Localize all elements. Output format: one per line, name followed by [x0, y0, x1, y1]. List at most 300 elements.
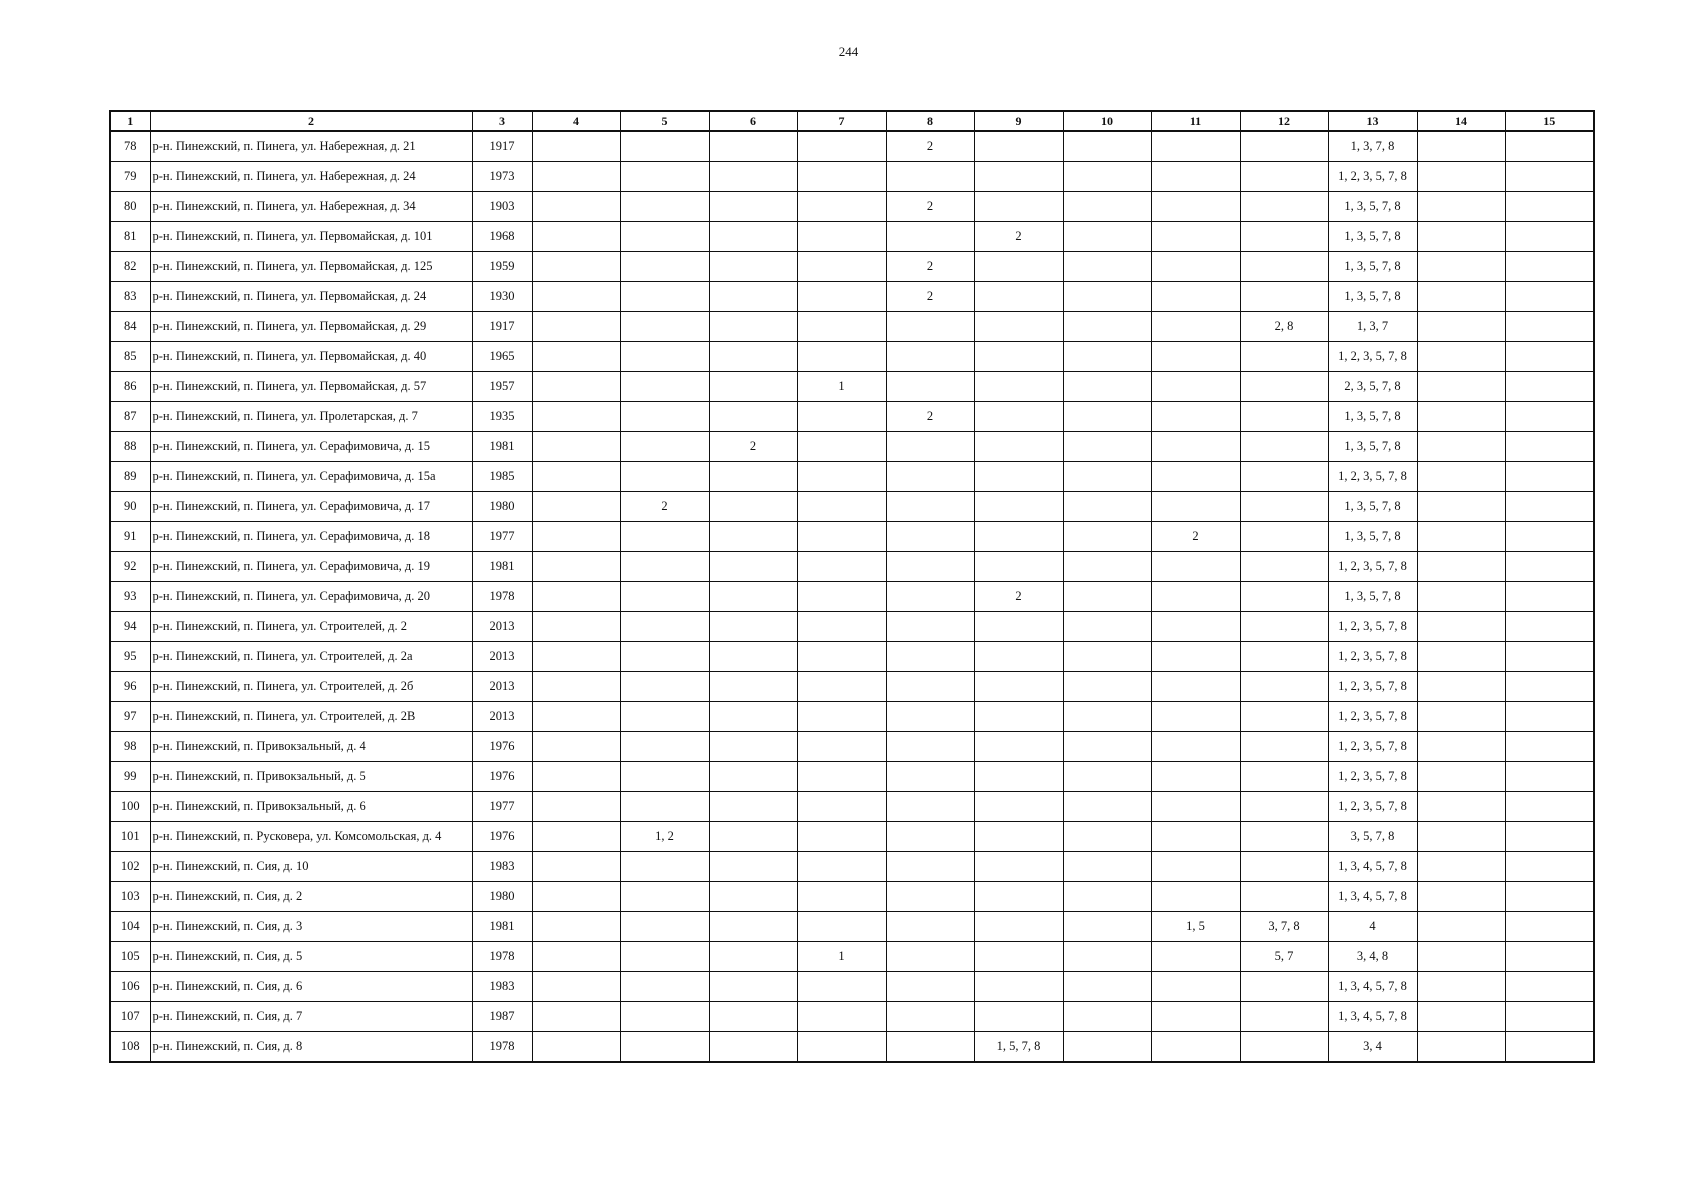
row-number-cell: 87: [110, 402, 150, 432]
table-row: [110, 222, 1594, 252]
table-cell: [1151, 582, 1240, 612]
table-cell: [532, 282, 620, 312]
address-cell: р-н. Пинежский, п. Пинега, ул. Строителей, д. 2б: [150, 672, 472, 702]
year-cell: 1965: [472, 342, 532, 372]
table-cell: 1, 2, 3, 5, 7, 8: [1328, 462, 1417, 492]
table-cell: [709, 582, 797, 612]
table-cell: [1417, 1002, 1505, 1032]
table-cell: [709, 882, 797, 912]
address-cell: р-н. Пинежский, п. Привокзальный, д. 5: [150, 762, 472, 792]
row-number-cell: 82: [110, 252, 150, 282]
address-cell: р-н. Пинежский, п. Сия, д. 2: [150, 882, 472, 912]
table-cell: [1151, 162, 1240, 192]
table-cell: [532, 131, 620, 162]
table-cell: [1240, 732, 1328, 762]
table-cell: 1, 2, 3, 5, 7, 8: [1328, 792, 1417, 822]
table-cell: [620, 192, 709, 222]
table-cell: [1151, 762, 1240, 792]
table-cell: [620, 162, 709, 192]
year-cell: 1968: [472, 222, 532, 252]
table-cell: [1505, 432, 1594, 462]
table-cell: [1151, 192, 1240, 222]
table-cell: [974, 702, 1063, 732]
table-cell: [620, 582, 709, 612]
table-cell: [1151, 462, 1240, 492]
table-cell: [974, 131, 1063, 162]
address-cell: р-н. Пинежский, п. Пинега, ул. Первомайская, д. 29: [150, 312, 472, 342]
table-cell: [797, 822, 886, 852]
year-cell: 1977: [472, 792, 532, 822]
table-cell: [1417, 942, 1505, 972]
table-cell: [1063, 492, 1151, 522]
row-number-cell: 86: [110, 372, 150, 402]
table-cell: [1417, 762, 1505, 792]
year-cell: 1978: [472, 582, 532, 612]
table-cell: [974, 732, 1063, 762]
table-cell: 1, 3, 5, 7, 8: [1328, 252, 1417, 282]
table-cell: [1063, 1032, 1151, 1063]
table-cell: [1240, 672, 1328, 702]
table-row: [110, 492, 1594, 522]
table-cell: [1063, 972, 1151, 1002]
table-cell: [1151, 942, 1240, 972]
table-cell: 1, 2, 3, 5, 7, 8: [1328, 762, 1417, 792]
table-cell: [886, 222, 974, 252]
table-cell: [1417, 582, 1505, 612]
table-cell: [797, 762, 886, 792]
table-cell: [532, 792, 620, 822]
row-number-cell: 78: [110, 131, 150, 162]
table-row: [110, 252, 1594, 282]
table-cell: [1417, 702, 1505, 732]
column-header-2: 2: [150, 111, 472, 131]
table-cell: [532, 252, 620, 282]
column-header-6: 6: [709, 111, 797, 131]
table-cell: [709, 462, 797, 492]
table-cell: [1505, 131, 1594, 162]
table-cell: [1151, 642, 1240, 672]
row-number-cell: 95: [110, 642, 150, 672]
table-cell: [886, 672, 974, 702]
table-cell: [1417, 852, 1505, 882]
table-cell: [1240, 342, 1328, 372]
table-cell: [1505, 792, 1594, 822]
table-cell: [1063, 822, 1151, 852]
table-cell: [1151, 432, 1240, 462]
table-cell: [1240, 222, 1328, 252]
table-cell: [1240, 612, 1328, 642]
building-registry-table: [109, 110, 1595, 1063]
table-cell: [1417, 552, 1505, 582]
year-cell: 1981: [472, 912, 532, 942]
address-cell: р-н. Пинежский, п. Пинега, ул. Строителей, д. 2а: [150, 642, 472, 672]
table-cell: [1151, 312, 1240, 342]
table-cell: [1417, 312, 1505, 342]
table-cell: [1417, 372, 1505, 402]
year-cell: 1977: [472, 522, 532, 552]
table-cell: [1240, 822, 1328, 852]
table-cell: [886, 612, 974, 642]
address-cell: р-н. Пинежский, п. Привокзальный, д. 4: [150, 732, 472, 762]
table-cell: [1417, 282, 1505, 312]
table-cell: [532, 342, 620, 372]
table-cell: [532, 522, 620, 552]
table-cell: [974, 282, 1063, 312]
table-cell: [620, 1002, 709, 1032]
table-cell: [886, 942, 974, 972]
table-cell: [1505, 1002, 1594, 1032]
table-cell: [886, 312, 974, 342]
table-cell: [709, 282, 797, 312]
table-cell: [974, 882, 1063, 912]
row-number-cell: 103: [110, 882, 150, 912]
table-cell: [532, 1032, 620, 1063]
table-cell: [709, 131, 797, 162]
row-number-cell: 91: [110, 522, 150, 552]
table-cell: [886, 732, 974, 762]
table-cell: [974, 312, 1063, 342]
table-cell: [1240, 852, 1328, 882]
table-cell: [1063, 582, 1151, 612]
row-number-cell: 88: [110, 432, 150, 462]
address-cell: р-н. Пинежский, п. Сия, д. 6: [150, 972, 472, 1002]
table-cell: [886, 702, 974, 732]
table-cell: [532, 222, 620, 252]
table-cell: [532, 612, 620, 642]
table-cell: [709, 312, 797, 342]
table-cell: [532, 192, 620, 222]
table-cell: [1151, 732, 1240, 762]
address-cell: р-н. Пинежский, п. Сия, д. 10: [150, 852, 472, 882]
row-number-cell: 97: [110, 702, 150, 732]
table-cell: [797, 552, 886, 582]
table-cell: [532, 492, 620, 522]
table-cell: 1, 3, 5, 7, 8: [1328, 522, 1417, 552]
table-cell: 1, 2, 3, 5, 7, 8: [1328, 732, 1417, 762]
table-cell: [1151, 672, 1240, 702]
table-cell: 2: [974, 582, 1063, 612]
table-row: [110, 522, 1594, 552]
year-cell: 2013: [472, 612, 532, 642]
table-cell: [1063, 942, 1151, 972]
table-cell: 2: [974, 222, 1063, 252]
year-cell: 1973: [472, 162, 532, 192]
table-cell: [797, 282, 886, 312]
table-cell: [1505, 702, 1594, 732]
table-row: [110, 1032, 1594, 1063]
column-header-15: 15: [1505, 111, 1594, 131]
table-cell: [974, 462, 1063, 492]
table-cell: 1, 2, 3, 5, 7, 8: [1328, 342, 1417, 372]
table-header: [110, 111, 1594, 131]
table-cell: [974, 942, 1063, 972]
row-number-cell: 106: [110, 972, 150, 1002]
row-number-cell: 84: [110, 312, 150, 342]
column-header-11: 11: [1151, 111, 1240, 131]
table-row: [110, 642, 1594, 672]
table-cell: [709, 732, 797, 762]
address-cell: р-н. Пинежский, п. Пинега, ул. Первомайская, д. 125: [150, 252, 472, 282]
table-cell: [1151, 372, 1240, 402]
address-cell: р-н. Пинежский, п. Сия, д. 3: [150, 912, 472, 942]
table-cell: [1240, 492, 1328, 522]
table-cell: [620, 432, 709, 462]
table-cell: [1417, 162, 1505, 192]
table-cell: [1240, 1002, 1328, 1032]
table-cell: [1151, 1032, 1240, 1063]
table-row: [110, 672, 1594, 702]
table-cell: [886, 1002, 974, 1032]
table-cell: [1063, 312, 1151, 342]
table-cell: [1240, 432, 1328, 462]
table-cell: [620, 342, 709, 372]
table-cell: [620, 732, 709, 762]
table-cell: [797, 792, 886, 822]
table-cell: [1240, 552, 1328, 582]
table-cell: [1063, 642, 1151, 672]
table-cell: [974, 162, 1063, 192]
table-cell: [620, 1032, 709, 1063]
table-row: [110, 882, 1594, 912]
year-cell: 1917: [472, 131, 532, 162]
table-cell: 2: [620, 492, 709, 522]
table-cell: [974, 252, 1063, 282]
table-cell: [620, 402, 709, 432]
header-row: [110, 111, 1594, 131]
table-cell: [1505, 252, 1594, 282]
table-row: [110, 131, 1594, 162]
table-cell: [1240, 252, 1328, 282]
table-cell: [1505, 282, 1594, 312]
table-cell: 2: [886, 131, 974, 162]
table-cell: [620, 131, 709, 162]
table-cell: [620, 792, 709, 822]
table-cell: [974, 972, 1063, 1002]
table-cell: [1417, 912, 1505, 942]
table-cell: [1240, 462, 1328, 492]
table-cell: [974, 822, 1063, 852]
table-cell: [1151, 131, 1240, 162]
table-cell: [532, 162, 620, 192]
table-cell: [1505, 882, 1594, 912]
table-cell: [797, 1002, 886, 1032]
row-number-cell: 98: [110, 732, 150, 762]
table-cell: [974, 192, 1063, 222]
table-row: [110, 372, 1594, 402]
table-cell: [1151, 882, 1240, 912]
table-cell: [1505, 342, 1594, 372]
table-cell: 2: [709, 432, 797, 462]
address-cell: р-н. Пинежский, п. Пинега, ул. Набережная, д. 34: [150, 192, 472, 222]
row-number-cell: 90: [110, 492, 150, 522]
table-cell: [797, 612, 886, 642]
row-number-cell: 99: [110, 762, 150, 792]
column-header-7: 7: [797, 111, 886, 131]
table-cell: [797, 342, 886, 372]
row-number-cell: 80: [110, 192, 150, 222]
row-number-cell: 92: [110, 552, 150, 582]
table-cell: [532, 1002, 620, 1032]
table-cell: [709, 162, 797, 192]
table-cell: [1063, 342, 1151, 372]
table-row: [110, 162, 1594, 192]
row-number-cell: 108: [110, 1032, 150, 1063]
table-cell: [1505, 312, 1594, 342]
table-cell: 2: [1151, 522, 1240, 552]
table-cell: [532, 732, 620, 762]
table-cell: [797, 702, 886, 732]
table-cell: [532, 312, 620, 342]
row-number-cell: 96: [110, 672, 150, 702]
table-cell: 1, 3, 4, 5, 7, 8: [1328, 852, 1417, 882]
row-number-cell: 100: [110, 792, 150, 822]
address-cell: р-н. Пинежский, п. Пинега, ул. Пролетарская, д. 7: [150, 402, 472, 432]
table-cell: [620, 222, 709, 252]
column-header-5: 5: [620, 111, 709, 131]
row-number-cell: 85: [110, 342, 150, 372]
year-cell: 1903: [472, 192, 532, 222]
table-cell: [709, 552, 797, 582]
table-cell: [1417, 492, 1505, 522]
table-cell: [974, 342, 1063, 372]
table-cell: 2: [886, 402, 974, 432]
table-cell: [1417, 222, 1505, 252]
table-cell: 1, 2, 3, 5, 7, 8: [1328, 162, 1417, 192]
table-cell: [974, 1002, 1063, 1032]
table-cell: [1505, 762, 1594, 792]
table-cell: [1417, 462, 1505, 492]
column-header-12: 12: [1240, 111, 1328, 131]
table-cell: [1417, 672, 1505, 702]
row-number-cell: 89: [110, 462, 150, 492]
table-cell: [797, 312, 886, 342]
table-cell: [974, 762, 1063, 792]
table-cell: [1063, 702, 1151, 732]
year-cell: 1983: [472, 972, 532, 1002]
table-cell: 3, 4, 8: [1328, 942, 1417, 972]
table-row: [110, 912, 1594, 942]
table-cell: 1, 3, 5, 7, 8: [1328, 582, 1417, 612]
table-row: [110, 462, 1594, 492]
table-cell: [886, 552, 974, 582]
table-cell: [1240, 792, 1328, 822]
table-cell: [620, 312, 709, 342]
address-cell: р-н. Пинежский, п. Пинега, ул. Набережная, д. 24: [150, 162, 472, 192]
table-cell: [797, 432, 886, 462]
column-header-10: 10: [1063, 111, 1151, 131]
table-cell: 4: [1328, 912, 1417, 942]
table-cell: [1240, 642, 1328, 672]
table-cell: [709, 702, 797, 732]
table-row: [110, 582, 1594, 612]
table-cell: [1240, 522, 1328, 552]
table-cell: [1505, 372, 1594, 402]
table-cell: 2: [886, 192, 974, 222]
table-cell: [797, 1032, 886, 1063]
address-cell: р-н. Пинежский, п. Пинега, ул. Первомайская, д. 101: [150, 222, 472, 252]
table-cell: [532, 672, 620, 702]
table-cell: [797, 252, 886, 282]
table-cell: 1, 3, 5, 7, 8: [1328, 492, 1417, 522]
table-cell: 1, 3, 4, 5, 7, 8: [1328, 1002, 1417, 1032]
row-number-cell: 83: [110, 282, 150, 312]
table-cell: [974, 912, 1063, 942]
year-cell: 1959: [472, 252, 532, 282]
table-row: [110, 732, 1594, 762]
table-cell: [709, 942, 797, 972]
address-cell: р-н. Пинежский, п. Сия, д. 5: [150, 942, 472, 972]
column-header-3: 3: [472, 111, 532, 131]
table-cell: [1240, 372, 1328, 402]
table-row: [110, 702, 1594, 732]
year-cell: 1957: [472, 372, 532, 402]
table-cell: [620, 852, 709, 882]
year-cell: 1978: [472, 1032, 532, 1063]
table-row: [110, 552, 1594, 582]
table-cell: 3, 4: [1328, 1032, 1417, 1063]
table-cell: [620, 552, 709, 582]
address-cell: р-н. Пинежский, п. Сия, д. 8: [150, 1032, 472, 1063]
table-cell: 1, 2, 3, 5, 7, 8: [1328, 702, 1417, 732]
address-cell: р-н. Пинежский, п. Пинега, ул. Строителей, д. 2В: [150, 702, 472, 732]
table-cell: [532, 942, 620, 972]
table-cell: [1417, 822, 1505, 852]
row-number-cell: 81: [110, 222, 150, 252]
table-cell: 2, 8: [1240, 312, 1328, 342]
table-cell: [709, 822, 797, 852]
table-cell: [1505, 402, 1594, 432]
table-cell: [797, 222, 886, 252]
table-cell: [1063, 1002, 1151, 1032]
column-header-13: 13: [1328, 111, 1417, 131]
table-cell: [1505, 1032, 1594, 1063]
column-header-1: 1: [110, 111, 150, 131]
table-cell: [1505, 522, 1594, 552]
table-cell: [797, 131, 886, 162]
row-number-cell: 101: [110, 822, 150, 852]
table-cell: [709, 912, 797, 942]
table-cell: 1, 2, 3, 5, 7, 8: [1328, 552, 1417, 582]
table-cell: [886, 462, 974, 492]
row-number-cell: 107: [110, 1002, 150, 1032]
table-cell: [1063, 402, 1151, 432]
table-cell: [709, 1002, 797, 1032]
table-cell: [1151, 222, 1240, 252]
table-cell: [709, 792, 797, 822]
table-cell: [1417, 252, 1505, 282]
table-cell: 1, 3, 5, 7, 8: [1328, 192, 1417, 222]
address-cell: р-н. Пинежский, п. Пинега, ул. Серафимовича, д. 15а: [150, 462, 472, 492]
table-cell: [797, 912, 886, 942]
table-cell: [1063, 522, 1151, 552]
table-cell: [1151, 342, 1240, 372]
table-cell: [620, 972, 709, 1002]
table-cell: [532, 642, 620, 672]
table-cell: [974, 642, 1063, 672]
table-cell: [1240, 131, 1328, 162]
table-cell: [1063, 192, 1151, 222]
table-cell: [1417, 192, 1505, 222]
table-cell: [709, 252, 797, 282]
table-cell: [620, 372, 709, 402]
table-cell: [1240, 702, 1328, 732]
table-cell: 2, 3, 5, 7, 8: [1328, 372, 1417, 402]
table-cell: 1, 2, 3, 5, 7, 8: [1328, 642, 1417, 672]
table-cell: [620, 702, 709, 732]
year-cell: 2013: [472, 702, 532, 732]
table-cell: [886, 852, 974, 882]
table-cell: 1, 5, 7, 8: [974, 1032, 1063, 1063]
